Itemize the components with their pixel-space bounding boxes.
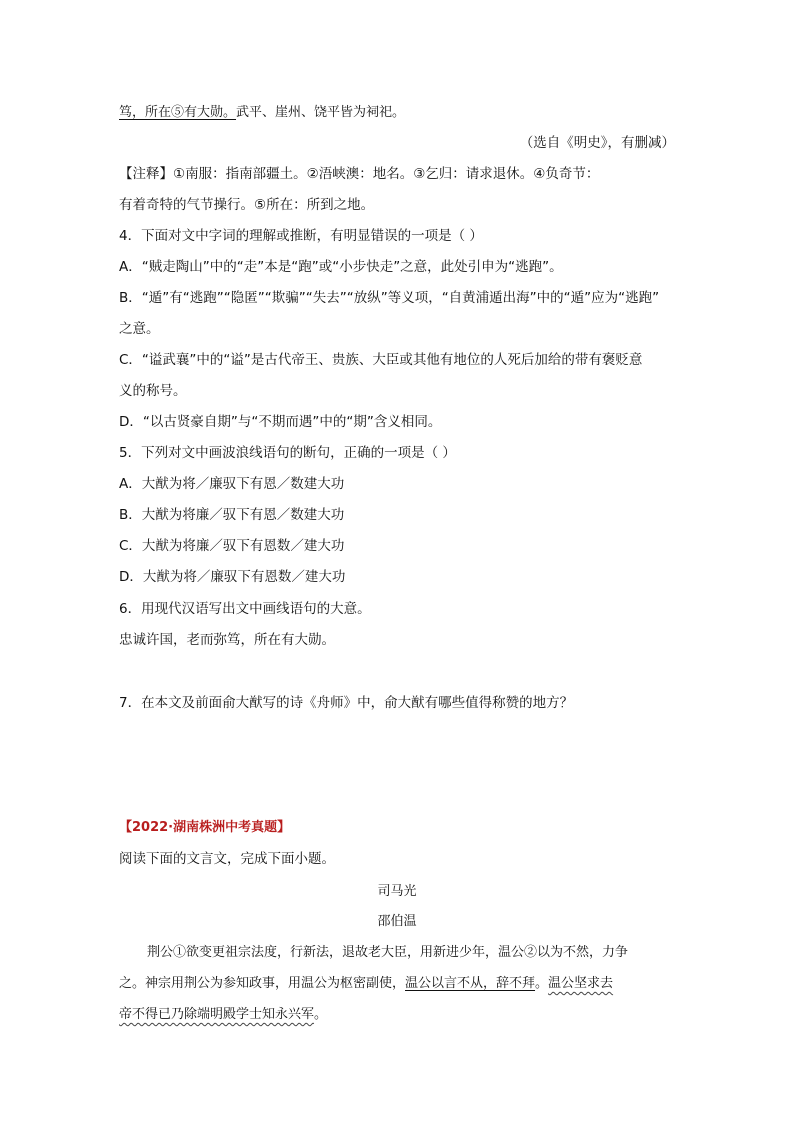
section-tag: 【2022·湖南株洲中考真题】 [119, 820, 291, 835]
source-note: （选自《明史》，有删减） [519, 135, 675, 151]
q4-option-a: A．“贼走陶山”中的“走”本是“跑”或“小步快走”之意，此处引申为“逃跑”。 [119, 259, 563, 275]
q6-sentence: 忠诚许国，老而弥笃，所在有大勋。 [119, 632, 335, 648]
passage-author: 邵伯温 [377, 914, 417, 929]
q5-option-b: B．大猷为将廉／驭下有恩／数建大功 [119, 507, 345, 523]
q5-option-c: C．大猷为将廉／驭下有恩数／建大功 [119, 538, 345, 554]
q4-option-c-cont: 义的称号。 [119, 383, 187, 399]
wavy-underlined-sentence: 帝不得已乃除端明殿学士知永兴军 [119, 1007, 315, 1022]
underlined-sentence: 笃，所在⑤有大勋。 [119, 105, 237, 120]
q5-stem: 5．下列对文中画波浪线语句的断句，正确的一项是（ ） [119, 445, 456, 461]
q4-option-b: B．“遁”有“逃跑”“隐匿”“欺骗”“失去”“放纵”等义项，“自黄浦遁出海”中的“遁”应为“逃跑” [119, 290, 660, 306]
passage-text: 武平、崖州、饶平皆为祠祀。 [236, 105, 406, 120]
q5-option-d: D．大猷为将／廉驭下有恩数／建大功 [119, 569, 346, 585]
annotation-line-1: 【注释】①南服：指南部疆土。②浯峡澳：地名。③乞归：请求退休。④负奇节： [119, 166, 600, 182]
annotation-line-2: 有着奇特的气节操行。⑤所在：所到之地。 [119, 197, 375, 213]
q4-stem: 4．下面对文中字词的理解或推断，有明显错误的一项是（ ） [119, 228, 483, 244]
passage-text: 。 [535, 976, 549, 991]
q4-option-d: D．“以古贤豪自期”与“不期而遇”中的“期”含义相同。 [119, 414, 442, 430]
passage-top-line [119, 104, 405, 122]
passage-text: 荆公①欲变更祖宗法度，行新法，退故老大臣，用新进少年，温公②以为不然，力争 [147, 945, 629, 960]
q4-option-c: C．“谥武襄”中的“谥”是古代帝王、贵族、大臣或其他有地位的人死后加给的带有褒贬意 [119, 352, 643, 368]
wavy-underlined-sentence: 温公坚求去 [548, 976, 614, 991]
underlined-sentence: 温公以言不从，辞不拜 [405, 976, 536, 991]
q6-stem: 6．用现代汉语写出文中画线语句的大意。 [119, 601, 371, 617]
q4-option-b-cont: 之意。 [119, 321, 160, 337]
q5-option-a: A．大猷为将／廉驭下有恩／数建大功 [119, 476, 345, 492]
passage-paragraph-line-1 [147, 944, 628, 962]
passage-title: 司马光 [377, 884, 417, 899]
passage-text: 。 [314, 1007, 328, 1022]
passage-text: 之。神宗用荆公为参知政事，用温公为枢密副使， [119, 976, 406, 991]
passage-paragraph-line-3 [119, 1006, 327, 1024]
q7-stem: 7．在本文及前面俞大猷写的诗《舟师》中，俞大猷有哪些值得称赞的地方？ [119, 695, 574, 711]
section-instruction: 阅读下面的文言文，完成下面小题。 [119, 851, 335, 867]
passage-paragraph-line-2 [119, 975, 613, 993]
